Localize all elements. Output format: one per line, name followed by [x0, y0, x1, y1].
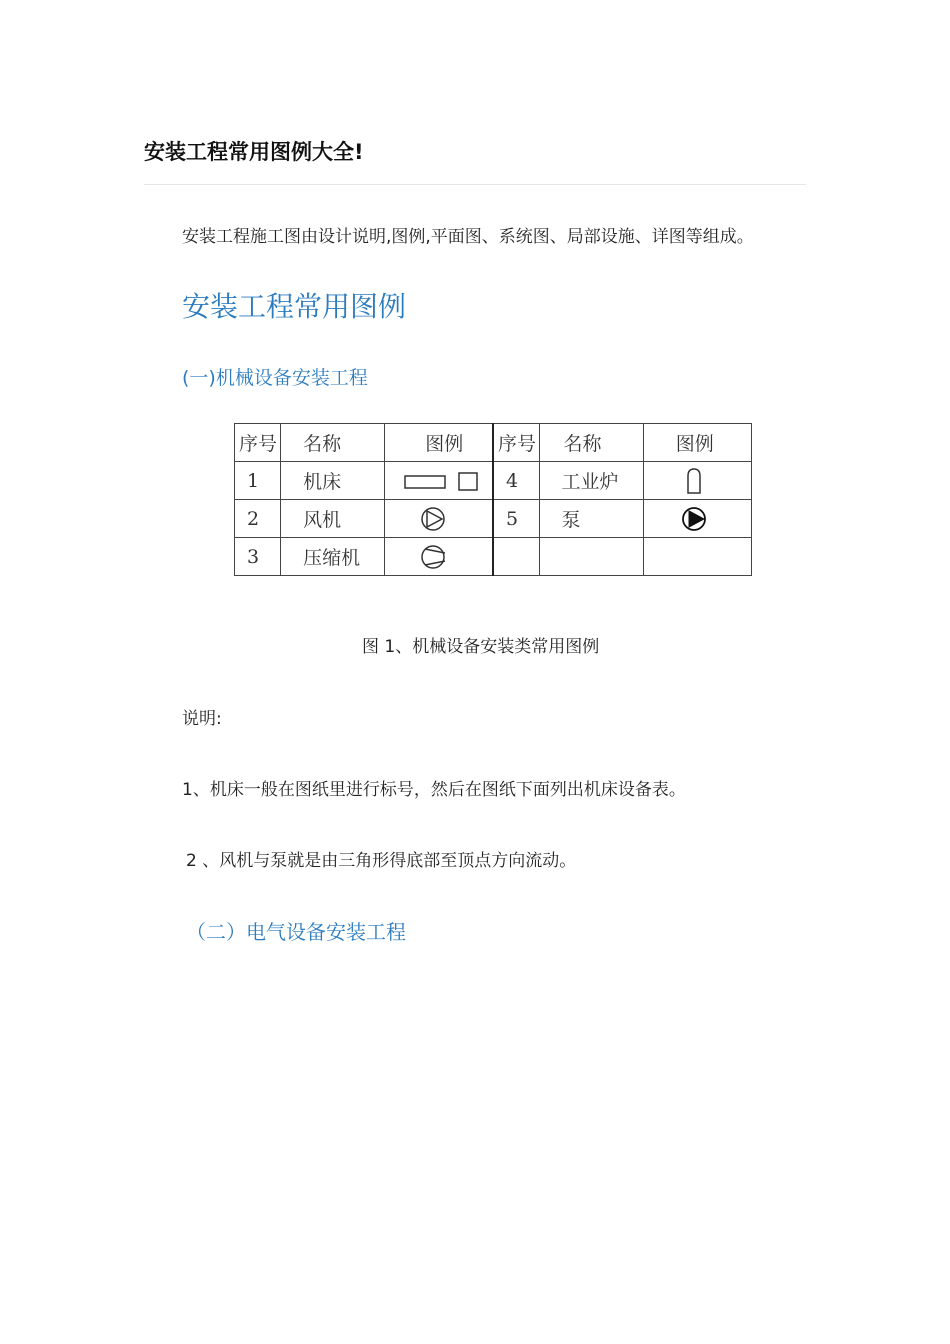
subsection-heading-electrical: （二）电气设备安装工程	[186, 920, 406, 944]
header-cell: 图例	[643, 424, 751, 462]
title-divider	[144, 184, 806, 185]
row-number-cell: 2	[235, 500, 281, 538]
header-cell: 序号	[493, 424, 539, 462]
page-title: 安装工程常用图例大全!	[144, 140, 364, 164]
row-name-cell: 机床	[281, 462, 385, 500]
fan-symbol-icon	[389, 504, 489, 534]
intro-paragraph: 安装工程施工图由设计说明,图例,平面图、系统图、局部设施、详图等组成。	[182, 227, 754, 247]
legend-table	[234, 423, 752, 576]
header-cell: 图例	[385, 424, 493, 462]
header-cell: 序号	[235, 424, 281, 462]
note-item-1: 1、机床一般在图纸里进行标号，然后在图纸下面列出机床设备表。	[182, 780, 686, 800]
header-cell: 名称	[539, 424, 643, 462]
row-name-cell: 压缩机	[281, 538, 385, 576]
row-symbol-cell	[643, 500, 751, 538]
note-label: 说明:	[182, 709, 222, 729]
industrial-furnace-symbol-icon	[648, 466, 748, 496]
machine-tool-symbol-icon	[389, 466, 489, 496]
table-row	[235, 462, 752, 500]
row-number-cell: 5	[493, 500, 539, 538]
note-item-2: 2 、风机与泵就是由三角形得底部至顶点方向流动。	[186, 851, 577, 871]
row-number-cell: 4	[493, 462, 539, 500]
row-symbol-cell	[385, 462, 493, 500]
row-name-cell: 工业炉	[539, 462, 643, 500]
row-number-cell: 1	[235, 462, 281, 500]
legend-header-row	[235, 424, 752, 462]
pump-symbol-icon	[648, 504, 748, 534]
header-cell: 名称	[281, 424, 385, 462]
subsection-heading-mechanical: (一)机械设备安装工程	[182, 367, 368, 389]
section-heading: 安装工程常用图例	[182, 290, 407, 323]
row-symbol-cell	[643, 538, 751, 576]
row-name-cell: 风机	[281, 500, 385, 538]
table-row	[235, 538, 752, 576]
row-symbol-cell	[385, 500, 493, 538]
legend-table-figure	[234, 423, 752, 576]
figure-caption: 图 1、机械设备安装类常用图例	[362, 637, 600, 657]
compressor-symbol-icon	[389, 542, 489, 572]
row-number-cell: 3	[235, 538, 281, 576]
row-name-cell: 泵	[539, 500, 643, 538]
row-name-cell	[539, 538, 643, 576]
row-number-cell	[493, 538, 539, 576]
row-symbol-cell	[385, 538, 493, 576]
row-symbol-cell	[643, 462, 751, 500]
table-row	[235, 500, 752, 538]
